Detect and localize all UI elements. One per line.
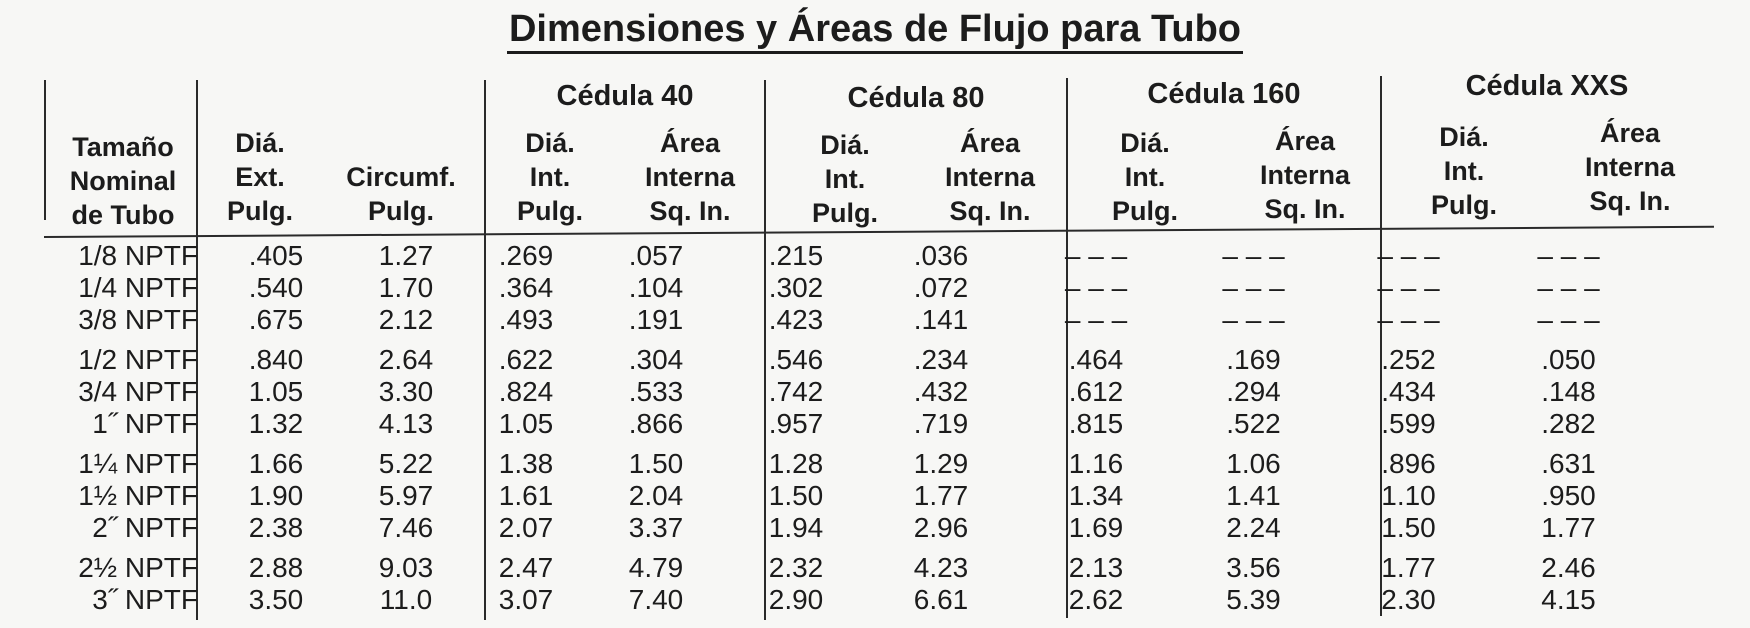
cell-cedxxs-dia-int: 2.30 [1381, 584, 1436, 615]
table-row [40, 272, 1651, 304]
cell-ced40-area: 4.79 [628, 552, 684, 583]
header-line: Pulg. [1431, 190, 1497, 220]
cell-cedxxs-area: .631 [1541, 448, 1596, 479]
cell-ced40-dia-int: 2.07 [498, 512, 554, 543]
cell-ced40-dia-int: 1.05 [498, 408, 554, 439]
cell-ced40-area: 1.50 [628, 448, 684, 479]
cell-ced40-dia-int: 1.61 [498, 480, 554, 511]
cell-tamano: 1¼ NPTF [78, 448, 198, 479]
cell-circumf: 1.27 [378, 240, 434, 271]
cell-dia-ext: 1.90 [248, 480, 304, 511]
cell-cedxxs-area: .050 [1541, 344, 1596, 375]
cell-ced160-dia-int: – – – [1064, 240, 1128, 271]
cell-ced40-area: .191 [628, 304, 684, 335]
cell-cedxxs-dia-int: – – – [1377, 272, 1440, 303]
cell-tamano: 1/2 NPTF [78, 344, 198, 375]
cell-ced160-area: .294 [1226, 376, 1281, 407]
cell-ced160-area: 1.41 [1226, 480, 1281, 511]
cell-ced80-area: .234 [913, 344, 969, 375]
cell-circumf: 7.46 [378, 512, 434, 543]
header-line: Diá. [820, 130, 870, 160]
header-dia-ext [200, 126, 320, 228]
cell-ced80-area: .036 [913, 240, 969, 271]
cell-dia-ext: .405 [248, 240, 304, 271]
cell-ced160-dia-int: – – – [1064, 272, 1128, 303]
cell-tamano: 1/4 NPTF [78, 272, 198, 303]
cell-cedxxs-dia-int: – – – [1377, 304, 1440, 335]
cell-dia-ext: 3.50 [248, 584, 304, 615]
cell-dia-ext: .840 [248, 344, 304, 375]
cell-dia-ext: 1.32 [248, 408, 304, 439]
header-ced80-area [920, 126, 1060, 228]
header-line: Interna [944, 162, 1036, 192]
header-line: Int. [529, 162, 571, 192]
cell-ced40-area: .057 [628, 240, 684, 271]
cell-ced40-dia-int: 1.38 [498, 448, 554, 479]
table-row [40, 304, 1651, 336]
cell-tamano: 3˝ NPTF [92, 584, 198, 615]
cell-ced40-area: .866 [628, 408, 684, 439]
cell-cedxxs-dia-int: 1.50 [1381, 512, 1436, 543]
cell-tamano: 1½ NPTF [78, 480, 198, 511]
cell-circumf: 1.70 [378, 272, 434, 303]
header-line: Área [1274, 126, 1336, 156]
cell-ced40-area: .304 [628, 344, 684, 375]
cell-ced160-area: 5.39 [1226, 584, 1281, 615]
cell-ced80-area: 6.61 [913, 584, 969, 615]
cell-ced160-dia-int: .815 [1068, 408, 1124, 439]
header-line: de Tubo [71, 200, 175, 230]
header-cedxxs-dia-int [1394, 120, 1534, 222]
row-spacer-cell [40, 440, 1651, 448]
cell-ced40-dia-int: .364 [498, 272, 554, 303]
cell-ced160-dia-int: – – – [1064, 304, 1128, 335]
header-line: Sq. In. [1264, 194, 1346, 224]
cell-cedxxs-dia-int: 1.77 [1381, 552, 1436, 583]
cell-cedxxs-area: .950 [1541, 480, 1596, 511]
header-line: Diá. [525, 128, 575, 158]
table-row [40, 480, 1651, 512]
cell-cedxxs-area: 1.77 [1541, 512, 1596, 543]
cell-dia-ext: 1.05 [248, 376, 304, 407]
cell-ced80-dia-int: 1.28 [768, 448, 824, 479]
cell-dia-ext: 2.88 [248, 552, 304, 583]
cell-ced160-area: .522 [1226, 408, 1281, 439]
table-row [40, 344, 1651, 376]
header-ced160-area [1230, 124, 1380, 226]
header-ced80-dia-int [780, 128, 910, 230]
cell-ced40-area: 7.40 [628, 584, 684, 615]
cell-cedxxs-area: .148 [1541, 376, 1596, 407]
cell-ced40-dia-int: .622 [498, 344, 554, 375]
header-line: Área [959, 128, 1021, 158]
cell-circumf: 2.64 [378, 344, 434, 375]
cell-cedxxs-area: – – – [1537, 240, 1600, 271]
cell-ced40-dia-int: .824 [498, 376, 554, 407]
header-cedxxs-area [1550, 116, 1710, 218]
cell-ced80-dia-int: .215 [768, 240, 824, 271]
cell-ced160-area: 1.06 [1226, 448, 1281, 479]
cell-ced160-area: 2.24 [1226, 512, 1281, 543]
cell-circumf: 3.30 [378, 376, 434, 407]
cell-tamano: 3/8 NPTF [78, 304, 198, 335]
cell-cedxxs-dia-int: 1.10 [1381, 480, 1436, 511]
header-line: Área [659, 128, 721, 158]
cell-dia-ext: .675 [248, 304, 304, 335]
table-row [40, 552, 1651, 584]
cell-dia-ext: .540 [248, 272, 304, 303]
cell-ced80-dia-int: 2.90 [768, 584, 824, 615]
cell-ced40-area: 3.37 [628, 512, 684, 543]
cell-ced160-dia-int: 2.13 [1068, 552, 1124, 583]
cell-circumf: 11.0 [379, 584, 433, 615]
cell-ced80-dia-int: .423 [768, 304, 824, 335]
table-row [40, 240, 1651, 272]
header-line: Pulg. [517, 196, 583, 226]
cell-tamano: 1˝ NPTF [92, 408, 198, 439]
header-line: Tamaño [72, 132, 174, 162]
header-ced40-area [620, 126, 760, 228]
cell-ced40-dia-int: 3.07 [498, 584, 554, 615]
cell-ced40-dia-int: .269 [498, 240, 554, 271]
cell-circumf: 2.12 [378, 304, 434, 335]
cell-cedxxs-area: 2.46 [1541, 552, 1596, 583]
cell-ced80-dia-int: 1.94 [768, 512, 824, 543]
cell-tamano: 1/8 NPTF [78, 240, 198, 271]
header-line: Área [1599, 118, 1661, 148]
cell-cedxxs-dia-int: .896 [1381, 448, 1436, 479]
cell-ced80-area: 2.96 [913, 512, 969, 543]
divider-left-border [44, 80, 46, 220]
cell-cedxxs-area: – – – [1537, 304, 1600, 335]
table-row [40, 376, 1651, 408]
cell-ced80-area: 4.23 [913, 552, 969, 583]
header-line: Int. [1443, 156, 1485, 186]
header-line: Pulg. [1112, 196, 1178, 226]
cell-ced160-area: – – – [1222, 240, 1285, 271]
cell-ced80-dia-int: .957 [768, 408, 824, 439]
header-line: Nominal [69, 166, 177, 196]
cell-ced40-dia-int: .493 [498, 304, 554, 335]
cell-cedxxs-dia-int: .252 [1381, 344, 1436, 375]
cell-ced160-dia-int: .464 [1068, 344, 1124, 375]
cell-tamano: 2˝ NPTF [92, 512, 198, 543]
cell-ced80-area: .719 [913, 408, 969, 439]
cell-ced40-area: .533 [628, 376, 684, 407]
cell-ced80-dia-int: 1.50 [768, 480, 824, 511]
pipe-data-table [40, 240, 1651, 616]
cell-cedxxs-dia-int: – – – [1377, 240, 1440, 271]
header-line: Circumf. [346, 162, 456, 192]
header-line: Diá. [1439, 122, 1489, 152]
row-spacer [40, 544, 1651, 552]
cell-ced40-dia-int: 2.47 [498, 552, 554, 583]
table-row [40, 408, 1651, 440]
cell-circumf: 9.03 [378, 552, 434, 583]
row-spacer [40, 336, 1651, 344]
group-cedula-80: Cédula 80 [847, 82, 985, 114]
cell-ced80-area: .432 [913, 376, 969, 407]
cell-ced160-dia-int: .612 [1068, 376, 1124, 407]
cell-tamano: 3/4 NPTF [78, 376, 198, 407]
cell-ced80-dia-int: 2.32 [768, 552, 824, 583]
cell-cedxxs-dia-int: .434 [1381, 376, 1436, 407]
cell-cedxxs-area: 4.15 [1541, 584, 1596, 615]
cell-ced160-area: 3.56 [1226, 552, 1281, 583]
group-cedula-xxs: Cédula XXS [1465, 70, 1629, 102]
header-line: Sq. In. [949, 196, 1031, 226]
pipe-data-body [40, 240, 1651, 616]
cell-ced160-dia-int: 2.62 [1068, 584, 1124, 615]
cell-ced40-area: .104 [628, 272, 684, 303]
row-spacer-cell [40, 544, 1651, 552]
header-line: Int. [1124, 162, 1166, 192]
header-line: Interna [1259, 160, 1351, 190]
group-cedula-160: Cédula 160 [1147, 78, 1301, 110]
cell-dia-ext: 1.66 [248, 448, 304, 479]
cell-ced80-area: .141 [913, 304, 969, 335]
group-cedula-40: Cédula 40 [556, 80, 694, 112]
cell-ced80-area: 1.77 [913, 480, 969, 511]
cell-ced160-area: – – – [1222, 304, 1285, 335]
header-line: Pulg. [227, 196, 293, 226]
cell-cedxxs-dia-int: .599 [1381, 408, 1436, 439]
cell-ced160-area: – – – [1222, 272, 1285, 303]
header-line: Interna [644, 162, 736, 192]
header-line: Sq. In. [1589, 186, 1671, 216]
cell-ced80-area: 1.29 [913, 448, 969, 479]
cell-ced40-area: 2.04 [628, 480, 684, 511]
page-title [0, 8, 1750, 51]
row-spacer-cell [40, 336, 1651, 344]
cell-circumf: 5.22 [378, 448, 434, 479]
table-row [40, 512, 1651, 544]
header-ced160-dia-int [1080, 126, 1210, 228]
header-line: Diá. [1120, 128, 1170, 158]
header-line: Pulg. [368, 196, 434, 226]
cell-ced160-dia-int: 1.69 [1068, 512, 1124, 543]
header-line: Pulg. [812, 198, 878, 228]
header-line: Ext. [235, 162, 285, 192]
cell-cedxxs-area: .282 [1541, 408, 1596, 439]
cell-ced80-dia-int: .546 [768, 344, 824, 375]
cell-ced80-dia-int: .742 [768, 376, 824, 407]
header-circumf [326, 160, 476, 228]
cell-ced160-area: .169 [1226, 344, 1281, 375]
header-tamano-nominal [50, 130, 196, 232]
cell-cedxxs-area: – – – [1537, 272, 1600, 303]
page-title-text: Dimensiones y Áreas de Flujo para Tubo [507, 8, 1243, 54]
header-line: Sq. In. [649, 196, 731, 226]
cell-circumf: 5.97 [378, 480, 434, 511]
header-line: Interna [1584, 152, 1676, 182]
table-row [40, 584, 1651, 616]
cell-dia-ext: 2.38 [248, 512, 304, 543]
table-row [40, 448, 1651, 480]
cell-tamano: 2½ NPTF [78, 552, 198, 583]
header-line: Diá. [235, 128, 285, 158]
cell-ced80-area: .072 [913, 272, 969, 303]
cell-ced80-dia-int: .302 [768, 272, 824, 303]
cell-ced160-dia-int: 1.16 [1068, 448, 1124, 479]
header-ced40-dia-int [490, 126, 610, 228]
cell-ced160-dia-int: 1.34 [1068, 480, 1124, 511]
row-spacer [40, 440, 1651, 448]
header-line: Int. [824, 164, 866, 194]
cell-circumf: 4.13 [378, 408, 434, 439]
